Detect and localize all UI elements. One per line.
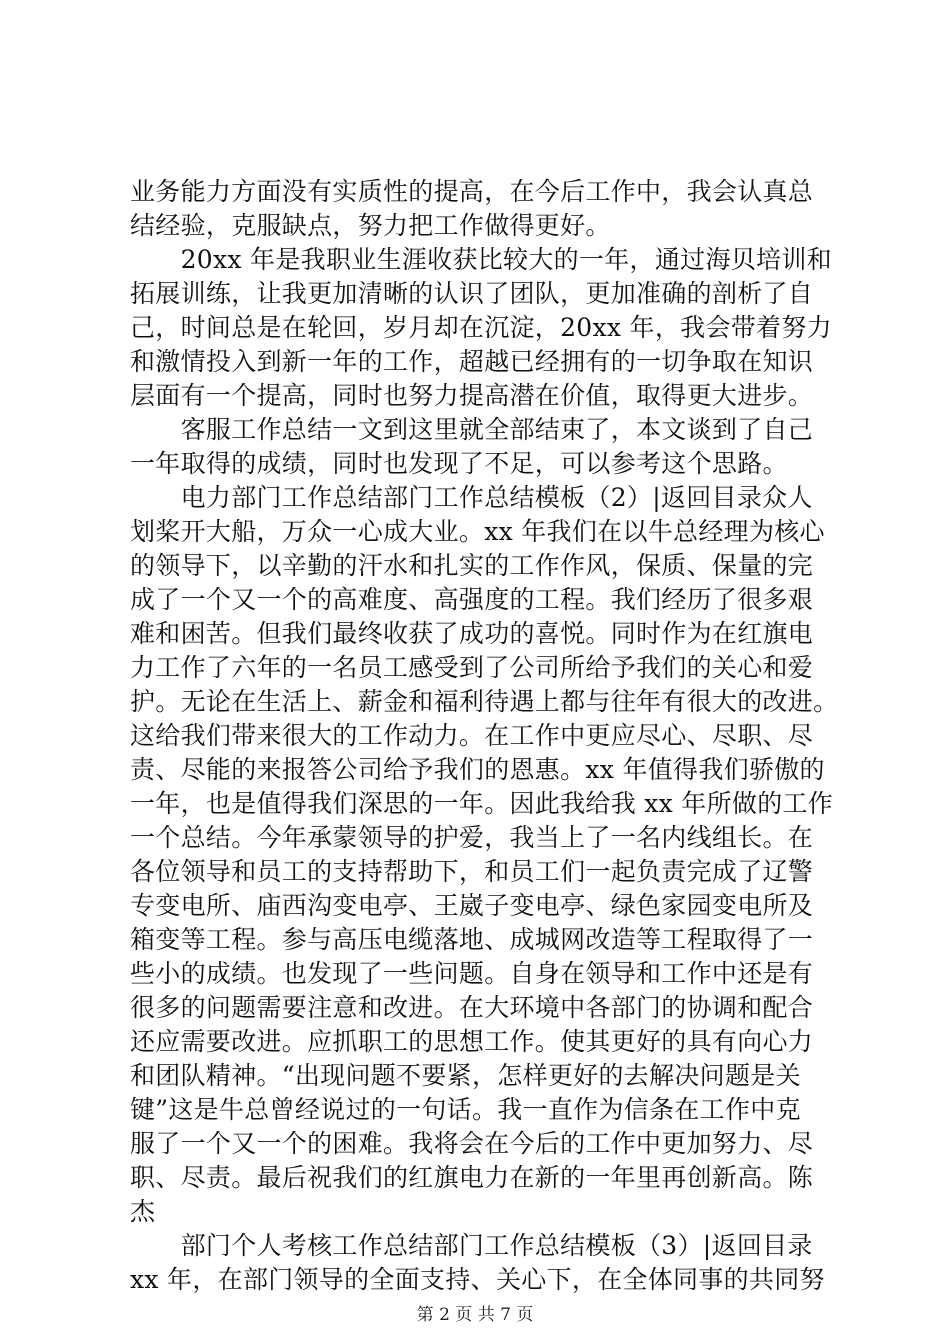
section-heading-line: 部门个人考核工作总结部门工作总结模板（3）|返回目录 bbox=[130, 1231, 813, 1260]
text-line: 结经验，克服缺点，努力把工作做得更好。 bbox=[130, 211, 611, 240]
text-line: 很多的问题需要注意和改进。在大环境中各部门的协调和配合 bbox=[130, 993, 814, 1022]
text-line: 和激情投入到新一年的工作，超越已经拥有的一切争取在知识 bbox=[130, 347, 814, 376]
text-line: 服了一个又一个的困难。我将会在今后的工作中更加努力、尽 bbox=[130, 1129, 814, 1158]
text-line: 专变电所、庙西沟变电亭、王崴子变电亭、绿色家园变电所及 bbox=[130, 891, 814, 920]
text-line: 各位领导和员工的支持帮助下，和员工们一起负责完成了辽警 bbox=[130, 857, 814, 886]
text-line: 力工作了六年的一名员工感受到了公司所给予我们的关心和爱 bbox=[130, 653, 814, 682]
page-number-footer: 第 2 页 共 7 页 bbox=[416, 1305, 534, 1325]
text-line: 拓展训练，让我更加清晰的认识了团队，更加准确的剖析了自 bbox=[130, 279, 814, 308]
text-line: 和团队精神。“出现问题不要紧，怎样更好的去解决问题是关 bbox=[130, 1061, 801, 1090]
text-line: 成了一个又一个的高难度、高强度的工程。我们经历了很多艰 bbox=[130, 585, 814, 614]
text-line: 一年取得的成绩，同时也发现了不足，可以参考这个思路。 bbox=[130, 449, 788, 478]
text-line: 一年，也是值得我们深思的一年。因此我给我 xx 年所做的工作 bbox=[130, 789, 834, 818]
text-line: 业务能力方面没有实质性的提高，在今后工作中，我会认真总 bbox=[130, 177, 814, 206]
text-line: 己，时间总是在轮回，岁月却在沉淀，20xx 年，我会带着努力 bbox=[130, 313, 832, 342]
text-line: 责、尽能的来报答公司给予我们的恩惠。xx 年值得我们骄傲的 bbox=[130, 755, 825, 784]
section-heading-line: 电力部门工作总结部门工作总结模板（2）|返回目录众人 bbox=[130, 483, 813, 512]
text-line: 层面有一个提高，同时也努力提高潜在价值，取得更大进步。 bbox=[130, 381, 814, 410]
text-line: xx 年，在部门领导的全面支持、关心下，在全体同事的共同努 bbox=[130, 1265, 825, 1294]
text-line: 划桨开大船，万众一心成大业。xx 年我们在以牛总经理为核心 bbox=[130, 517, 825, 546]
text-line: 护。无论在生活上、薪金和福利待遇上都与往年有很大的改进。 bbox=[130, 687, 839, 716]
text-line: 杰 bbox=[130, 1197, 156, 1226]
text-line: 的领导下，以辛勤的汗水和扎实的工作作风，保质、保量的完 bbox=[130, 551, 814, 580]
text-line: 这给我们带来很大的工作动力。在工作中更应尽心、尽职、尽 bbox=[130, 721, 814, 750]
text-line: 键”这是牛总曾经说过的一句话。我一直作为信条在工作中克 bbox=[130, 1095, 801, 1124]
text-line: 难和困苦。但我们最终收获了成功的喜悦。同时作为在红旗电 bbox=[130, 619, 814, 648]
text-line: 一个总结。今年承蒙领导的护爱，我当上了一名内线组长。在 bbox=[130, 823, 814, 852]
text-line: 箱变等工程。参与高压电缆落地、成城网改造等工程取得了一 bbox=[130, 925, 814, 954]
text-line: 客服工作总结一文到这里就全部结束了，本文谈到了自己 bbox=[130, 415, 814, 444]
text-line: 些小的成绩。也发现了一些问题。自身在领导和工作中还是有 bbox=[130, 959, 814, 988]
text-line: 职、尽责。最后祝我们的红旗电力在新的一年里再创新高。陈 bbox=[130, 1163, 814, 1192]
text-line: 还应需要改进。应抓职工的思想工作。使其更好的具有向心力 bbox=[130, 1027, 814, 1056]
text-line: 20xx 年是我职业生涯收获比较大的一年，通过海贝培训和 bbox=[130, 245, 832, 274]
